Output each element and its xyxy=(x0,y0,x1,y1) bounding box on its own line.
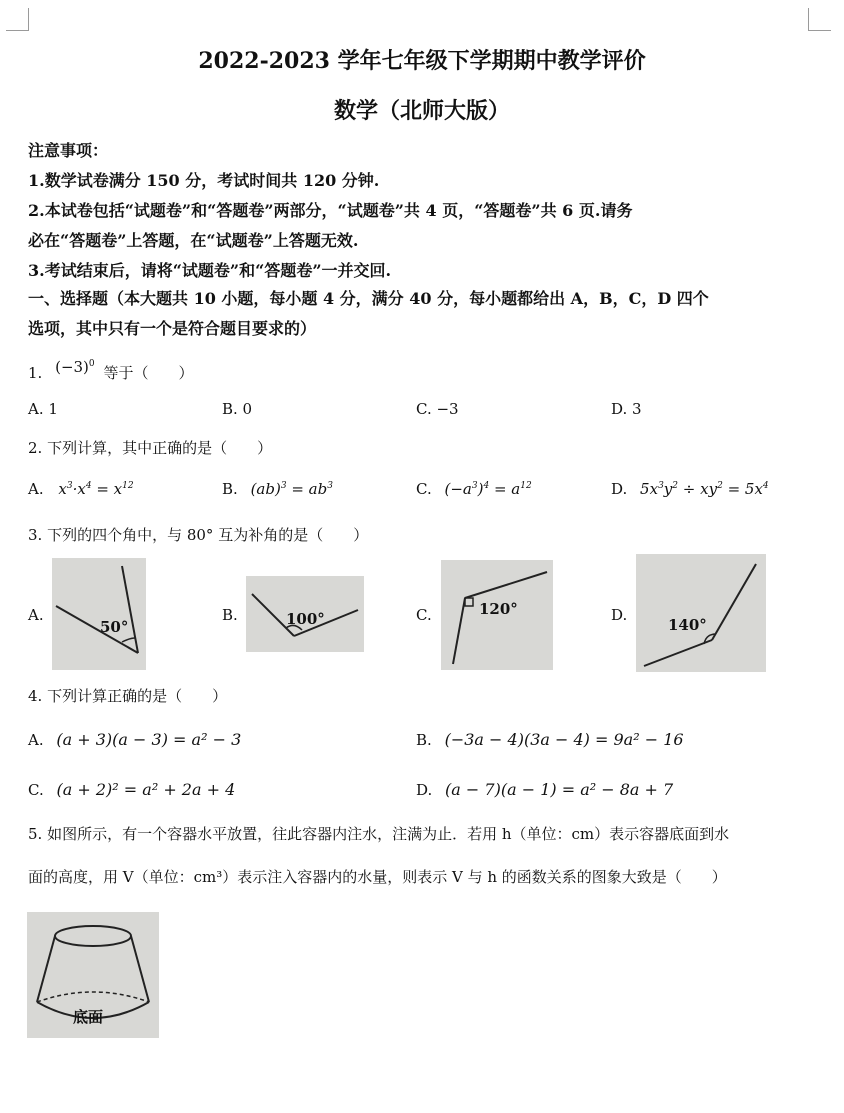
question-1 xyxy=(28,356,194,382)
note-2-line1: 2.本试卷包括“试题卷”和“答题卷”两部分，“试题卷”共 4 页，“答题卷”共 6 页.请务 xyxy=(28,201,633,220)
q2-option-b-label: B. xyxy=(222,480,238,498)
q3-figure-d[interactable] xyxy=(636,554,766,672)
q4-option-a-label: A. xyxy=(28,731,44,749)
q4-option-b-expr: (−3a − 4)(3a − 4) = 9a² − 16 xyxy=(444,730,684,749)
q3-option-c-label[interactable]: C. xyxy=(416,606,432,624)
angle-c-value: 120° xyxy=(479,600,518,618)
q2-option-a-expr: $x^3\cdot x^4 = x^{12}$ xyxy=(58,480,134,498)
q2-option-c-expr: $(-a^3)^4 = a^{12}$ xyxy=(444,480,532,498)
section1-heading-line2: 选项，其中只有一个是符合题目要求的） xyxy=(28,319,317,338)
q1-base: (−3) xyxy=(55,358,89,376)
q1-option-a[interactable]: A. 1 xyxy=(28,400,58,418)
q3-option-d-label[interactable]: D. xyxy=(611,606,628,624)
q2-option-d-expr: $5x^3y^2 \div xy^2 = 5x^4$ xyxy=(640,480,769,498)
q3-option-b-label[interactable]: B. xyxy=(222,606,238,624)
notes-heading: 注意事项： xyxy=(28,141,109,160)
q2-option-d[interactable] xyxy=(611,480,769,498)
q4-option-d[interactable] xyxy=(416,780,673,799)
q1-text: 等于（ ） xyxy=(103,364,194,382)
q3-option-a-label[interactable]: A. xyxy=(28,606,44,624)
note-3: 3.考试结束后，请将“试题卷”和“答题卷”一并交回. xyxy=(28,261,392,280)
q2-option-a-label: A. xyxy=(28,480,44,498)
q4-option-d-expr: (a − 7)(a − 1) = a² − 8a + 7 xyxy=(445,780,674,799)
q3-figure-a[interactable] xyxy=(52,558,146,670)
container-figure xyxy=(27,912,159,1038)
page-title: 2022-2023 学年七年级下学期期中教学评价 xyxy=(198,48,646,74)
q2-option-b[interactable] xyxy=(222,480,333,498)
q4-option-d-label: D. xyxy=(416,781,433,799)
q1-option-c[interactable]: C. −3 xyxy=(416,400,459,418)
q1-exponent: 0 xyxy=(88,359,95,369)
corner-mark-top-right xyxy=(808,8,831,31)
q1-number: 1. xyxy=(28,364,43,382)
corner-mark-top-left xyxy=(6,8,29,31)
q4-option-a-expr: (a + 3)(a − 3) = a² − 3 xyxy=(56,730,242,749)
q1-expression xyxy=(55,358,99,376)
question-5-line2: 面的高度，用 V（单位：cm³）表示注入容器内的水量，则表示 V 与 h 的函数关系的图象大致是（ ） xyxy=(28,868,727,886)
angle-b-value: 100° xyxy=(286,610,325,628)
q1-option-b[interactable]: B. 0 xyxy=(222,400,253,418)
q4-option-c-label: C. xyxy=(28,781,44,799)
q4-option-c[interactable] xyxy=(28,780,235,799)
question-4: 4. 下列计算正确的是（ ） xyxy=(28,687,228,705)
note-1: 1.数学试卷满分 150 分，考试时间共 120 分钟. xyxy=(28,171,380,190)
q3-figure-b[interactable] xyxy=(246,576,364,652)
angle-a-value: 50° xyxy=(100,618,129,636)
note-2-line2: 必在“答题卷”上答题，在“试题卷”上答题无效. xyxy=(28,231,359,250)
q2-option-b-expr: $(ab)^3 = ab^3$ xyxy=(250,480,333,498)
angle-figure-c xyxy=(441,560,553,670)
frustum-figure xyxy=(27,912,159,1038)
q4-option-c-expr: (a + 2)² = a² + 2a + 4 xyxy=(56,780,236,799)
section1-heading-line1: 一、选择题（本大题共 10 小题，每小题 4 分，满分 40 分，每小题都给出 A，B，C，D 四个 xyxy=(28,289,709,308)
angle-d-value: 140° xyxy=(668,616,707,634)
q2-option-c-label: C. xyxy=(416,480,432,498)
q4-option-a[interactable] xyxy=(28,730,241,749)
angle-figure-b xyxy=(246,576,364,652)
angle-figure-a xyxy=(52,558,146,670)
question-5-line1: 5. 如图所示，有一个容器水平放置，往此容器内注水，注满为止．若用 h（单位：cm）表示容器底面到水 xyxy=(28,825,730,843)
q2-option-a[interactable] xyxy=(28,480,134,498)
q4-option-b[interactable] xyxy=(416,730,684,749)
page-subtitle: 数学（北师大版） xyxy=(333,98,510,124)
question-3: 3. 下列的四个角中，与 80° 互为补角的是（ ） xyxy=(28,526,369,544)
q1-option-d[interactable]: D. 3 xyxy=(611,400,642,418)
figure-label-bottom: 底面 xyxy=(73,1008,104,1026)
q4-option-b-label: B. xyxy=(416,731,432,749)
question-2: 2. 下列计算，其中正确的是（ ） xyxy=(28,439,273,457)
angle-figure-d xyxy=(636,554,766,672)
q2-option-d-label: D. xyxy=(611,480,628,498)
q3-figure-c[interactable] xyxy=(441,560,553,670)
q2-option-c[interactable] xyxy=(416,480,532,498)
